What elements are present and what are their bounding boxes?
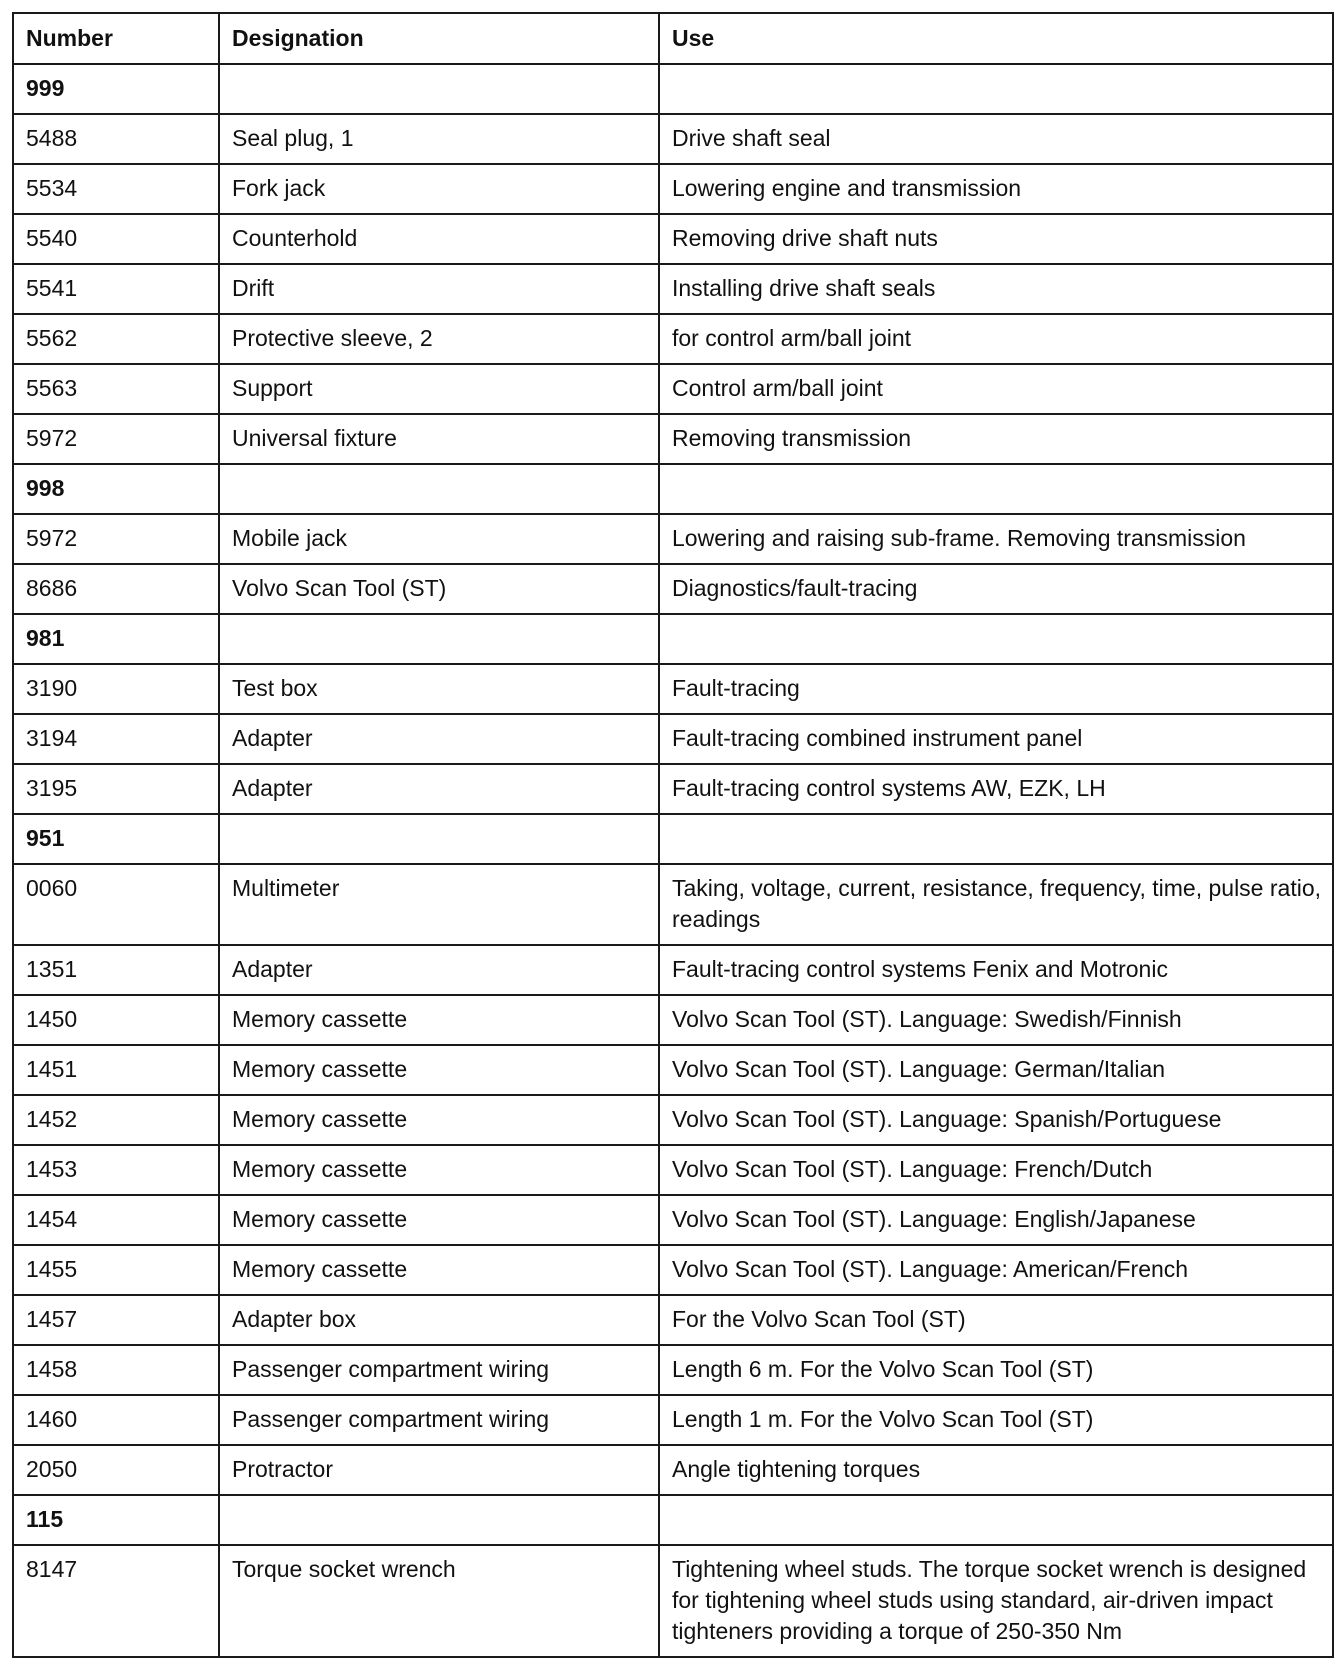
cell-number: 981 — [13, 614, 219, 664]
table-row — [13, 995, 1333, 1045]
cell-use — [659, 814, 1333, 864]
cell-use: Angle tightening torques — [659, 1445, 1333, 1495]
table-row — [13, 1295, 1333, 1345]
special-tools-document — [12, 12, 1332, 1658]
group-header-row — [13, 464, 1333, 514]
cell-use: Volvo Scan Tool (ST). Language: Spanish/Portuguese — [659, 1095, 1333, 1145]
table-row — [13, 945, 1333, 995]
column-header-use: Use — [659, 13, 1333, 64]
cell-designation: Multimeter — [219, 864, 659, 945]
cell-use: Volvo Scan Tool (ST). Language: French/Dutch — [659, 1145, 1333, 1195]
cell-use: Volvo Scan Tool (ST). Language: American/French — [659, 1245, 1333, 1295]
table-body — [13, 64, 1333, 1657]
cell-number: 998 — [13, 464, 219, 514]
cell-designation: Seal plug, 1 — [219, 114, 659, 164]
table-row — [13, 414, 1333, 464]
table-row — [13, 664, 1333, 714]
cell-designation: Memory cassette — [219, 995, 659, 1045]
cell-designation: Adapter — [219, 714, 659, 764]
cell-number: 1460 — [13, 1395, 219, 1445]
cell-use: For the Volvo Scan Tool (ST) — [659, 1295, 1333, 1345]
cell-designation: Test box — [219, 664, 659, 714]
cell-number: 5541 — [13, 264, 219, 314]
cell-use: Fault-tracing — [659, 664, 1333, 714]
cell-designation: Adapter box — [219, 1295, 659, 1345]
cell-number: 5540 — [13, 214, 219, 264]
column-header-designation: Designation — [219, 13, 659, 64]
cell-use — [659, 614, 1333, 664]
cell-designation: Passenger compartment wiring — [219, 1345, 659, 1395]
cell-designation: Adapter — [219, 764, 659, 814]
group-header-row — [13, 1495, 1333, 1545]
cell-number: 1457 — [13, 1295, 219, 1345]
group-header-row — [13, 64, 1333, 114]
table-row — [13, 564, 1333, 614]
table-row — [13, 314, 1333, 364]
cell-designation — [219, 614, 659, 664]
cell-number: 1452 — [13, 1095, 219, 1145]
cell-number: 5972 — [13, 414, 219, 464]
cell-designation: Volvo Scan Tool (ST) — [219, 564, 659, 614]
cell-designation: Passenger compartment wiring — [219, 1395, 659, 1445]
cell-use: Volvo Scan Tool (ST). Language: German/Italian — [659, 1045, 1333, 1095]
cell-number: 8686 — [13, 564, 219, 614]
cell-use: Taking, voltage, current, resistance, frequency, time, pulse ratio, readings — [659, 864, 1333, 945]
cell-designation: Torque socket wrench — [219, 1545, 659, 1657]
cell-designation: Drift — [219, 264, 659, 314]
table-row — [13, 114, 1333, 164]
table-row — [13, 1345, 1333, 1395]
cell-use: Installing drive shaft seals — [659, 264, 1333, 314]
group-header-row — [13, 614, 1333, 664]
cell-use: Lowering and raising sub-frame. Removing transmission — [659, 514, 1333, 564]
table-row — [13, 864, 1333, 945]
cell-designation: Counterhold — [219, 214, 659, 264]
cell-designation: Support — [219, 364, 659, 414]
cell-number: 999 — [13, 64, 219, 114]
table-row — [13, 1245, 1333, 1295]
cell-designation: Protective sleeve, 2 — [219, 314, 659, 364]
table-row — [13, 714, 1333, 764]
cell-use: Diagnostics/fault-tracing — [659, 564, 1333, 614]
cell-designation: Fork jack — [219, 164, 659, 214]
cell-use: Volvo Scan Tool (ST). Language: Swedish/Finnish — [659, 995, 1333, 1045]
cell-use — [659, 64, 1333, 114]
cell-designation: Adapter — [219, 945, 659, 995]
cell-designation — [219, 814, 659, 864]
cell-designation: Protractor — [219, 1445, 659, 1495]
cell-number: 1454 — [13, 1195, 219, 1245]
table-row — [13, 364, 1333, 414]
cell-number: 0060 — [13, 864, 219, 945]
cell-designation — [219, 64, 659, 114]
table-row — [13, 1045, 1333, 1095]
table-row — [13, 1445, 1333, 1495]
cell-use: Tightening wheel studs. The torque socket wrench is designed for tightening wheel studs using standard, air-driven impact tighteners providing a torque of 250-350 Nm — [659, 1545, 1333, 1657]
cell-use: Lowering engine and transmission — [659, 164, 1333, 214]
cell-use: Fault-tracing control systems Fenix and Motronic — [659, 945, 1333, 995]
cell-number: 1451 — [13, 1045, 219, 1095]
cell-number: 5972 — [13, 514, 219, 564]
cell-use — [659, 1495, 1333, 1545]
cell-number: 115 — [13, 1495, 219, 1545]
cell-number: 1351 — [13, 945, 219, 995]
table-header-row — [13, 13, 1333, 64]
cell-number: 2050 — [13, 1445, 219, 1495]
cell-number: 5534 — [13, 164, 219, 214]
cell-number: 5488 — [13, 114, 219, 164]
cell-number: 1450 — [13, 995, 219, 1045]
cell-number: 1458 — [13, 1345, 219, 1395]
table-row — [13, 1545, 1333, 1657]
table-row — [13, 164, 1333, 214]
cell-designation: Memory cassette — [219, 1145, 659, 1195]
cell-number: 5562 — [13, 314, 219, 364]
special-tools-table — [12, 12, 1334, 1658]
cell-number: 951 — [13, 814, 219, 864]
cell-designation: Memory cassette — [219, 1095, 659, 1145]
table-row — [13, 214, 1333, 264]
cell-use: Fault-tracing combined instrument panel — [659, 714, 1333, 764]
cell-number: 3194 — [13, 714, 219, 764]
cell-use — [659, 464, 1333, 514]
group-header-row — [13, 814, 1333, 864]
cell-use: Volvo Scan Tool (ST). Language: English/Japanese — [659, 1195, 1333, 1245]
cell-designation: Memory cassette — [219, 1245, 659, 1295]
cell-use: Drive shaft seal — [659, 114, 1333, 164]
table-row — [13, 1395, 1333, 1445]
cell-number: 3190 — [13, 664, 219, 714]
cell-use: Control arm/ball joint — [659, 364, 1333, 414]
cell-use: Removing drive shaft nuts — [659, 214, 1333, 264]
cell-designation — [219, 464, 659, 514]
table-row — [13, 514, 1333, 564]
table-row — [13, 1145, 1333, 1195]
cell-designation: Mobile jack — [219, 514, 659, 564]
cell-use: Length 1 m. For the Volvo Scan Tool (ST) — [659, 1395, 1333, 1445]
cell-use: Removing transmission — [659, 414, 1333, 464]
cell-number: 5563 — [13, 364, 219, 414]
table-row — [13, 264, 1333, 314]
cell-use: Fault-tracing control systems AW, EZK, LH — [659, 764, 1333, 814]
cell-number: 8147 — [13, 1545, 219, 1657]
column-header-number: Number — [13, 13, 219, 64]
cell-designation — [219, 1495, 659, 1545]
cell-use: for control arm/ball joint — [659, 314, 1333, 364]
cell-use: Length 6 m. For the Volvo Scan Tool (ST) — [659, 1345, 1333, 1395]
cell-designation: Memory cassette — [219, 1195, 659, 1245]
cell-designation: Memory cassette — [219, 1045, 659, 1095]
cell-number: 1453 — [13, 1145, 219, 1195]
table-row — [13, 764, 1333, 814]
cell-number: 3195 — [13, 764, 219, 814]
table-row — [13, 1095, 1333, 1145]
cell-number: 1455 — [13, 1245, 219, 1295]
table-row — [13, 1195, 1333, 1245]
cell-designation: Universal fixture — [219, 414, 659, 464]
